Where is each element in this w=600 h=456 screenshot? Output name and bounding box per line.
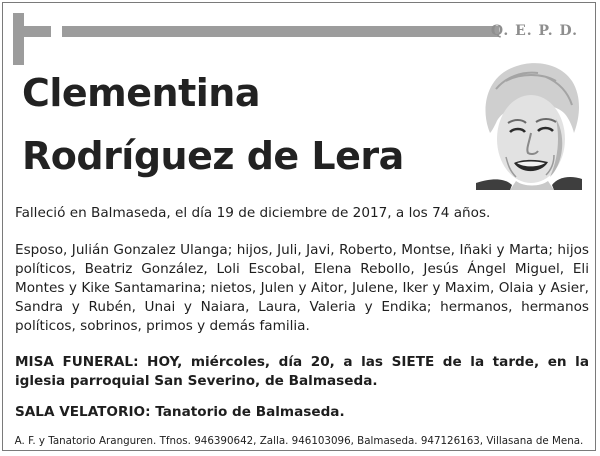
deceased-portrait xyxy=(476,59,582,190)
rip-label: Q. E. P. D. xyxy=(490,23,578,39)
header-rule xyxy=(62,26,499,37)
cross-icon-arm xyxy=(13,26,51,37)
deceased-surnames: Rodríguez de Lera xyxy=(22,134,404,178)
funeral-mass-text: MISA FUNERAL: HOY, miércoles, día 20, a las SIETE de la tarde, en la iglesia parroquial San Severino, de Balmaseda. xyxy=(15,354,589,389)
family-list: Esposo, Julián Gonzalez Ulanga; hijos, Juli, Javi, Roberto, Montse, Iñaki y Marta; hijos políticos, Beatriz González, Loli Escobal, Elena Rebollo, Jesús Ángel Miguel, Eli Montes y Kike Santamarina; nietos, Julen y Aitor, Julene, Iker y Maxim, Olaia y Asier, Sandra y Rubén, Unai y Naiara, Laura, Valeria y Endika; hermanos, hermanos políticos, sobrinos, primos y demás familia. xyxy=(15,242,589,334)
funeral-home-footer: A. F. y Tanatorio Aranguren. Tfnos. 946390642, Zalla. 946103096, Balmaseda. 947126163, Villasana de Mena. xyxy=(14,435,584,447)
deceased-first-name: Clementina xyxy=(22,71,260,115)
obituary-notice xyxy=(2,2,596,451)
death-statement: Falleció en Balmaseda, el día 19 de diciembre de 2017, a los 74 años. xyxy=(15,205,491,221)
funeral-mass xyxy=(15,353,589,391)
cross-icon xyxy=(13,13,24,65)
wake-room-text: SALA VELATORIO: Tanatorio de Balmaseda. xyxy=(15,404,345,420)
portrait-photo xyxy=(476,59,582,190)
wake-room xyxy=(15,403,589,422)
